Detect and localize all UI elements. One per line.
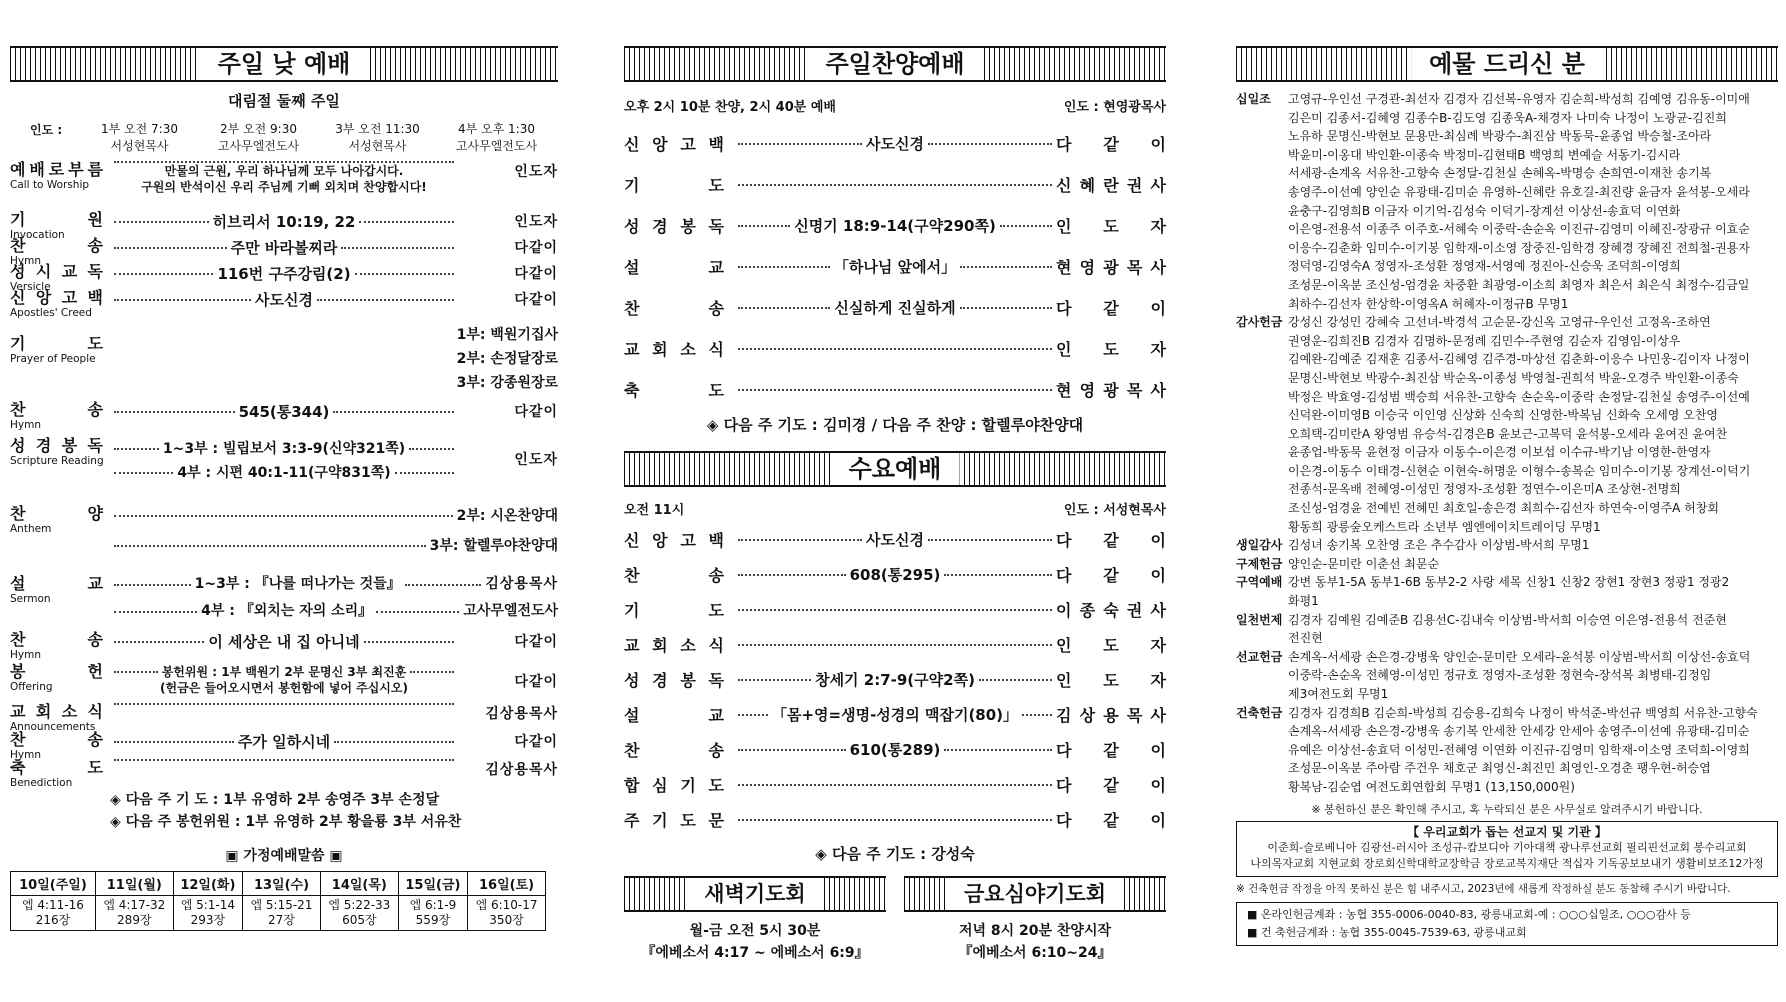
praise-leader: 인도 : 현영광목사 xyxy=(1063,100,1166,115)
offering-names: 노유하 문명신-박현보 문용만-최심례 박광수-최진삼 박동묵-윤종업 박승철-조아라 xyxy=(1288,129,1712,144)
praise-order-list xyxy=(624,123,1166,410)
account-info xyxy=(1236,902,1778,946)
order-leader: 다 같 이 xyxy=(1056,299,1166,318)
order-row xyxy=(624,592,1166,627)
service-times: 인도 : 1부 오전 7:30 서성현목사 2부 오전 9:30 고사무엘전도사 3부 오전 11:30 서성현목사 4부 오후 1:30 고사무엘전도사 xyxy=(10,121,558,155)
order-label: 합 심 기 도 xyxy=(624,776,724,795)
order-label: 기 도 xyxy=(624,176,724,195)
order-leader: 이 종 숙 권 사 xyxy=(1056,601,1166,620)
order-sermon: 설 교 Sermon 1~3부 : 『나를 떠나가는 것들』 김상용목사 4부 : 『외치는 자의 소리』 고사무엘전도사 xyxy=(10,574,559,619)
offering-names: 이중락-손순옥 전혜영-이성민 정규호 정영자-조성환 정현숙-장석복 최병태-김정임 xyxy=(1288,668,1712,683)
offerings-column xyxy=(1236,46,1778,946)
offering-names: 고영규-우인선 구경관-최선자 김경자 김선복-유영자 김순희-박성희 김예영 김유동-이미애 xyxy=(1288,92,1750,106)
offerings-notice: ※ 봉헌하신 분은 확인해 주시고, 혹 누락되신 분은 사무실로 알려주시기 바랍니다. xyxy=(1311,802,1703,816)
offering-names: 제3여전도회 무명1 xyxy=(1288,687,1389,701)
offering-names: 손계옥-서세광 손은경-강병욱 양인순-문미란 오세라-윤석봉 이상범-박서희 이상선-송효덕 xyxy=(1288,649,1751,664)
order-row xyxy=(624,732,1166,767)
wednesday-worship-title: 수요예배 xyxy=(624,451,1166,487)
order-row xyxy=(624,522,1166,557)
offering-category: 일천번제 xyxy=(1236,612,1283,627)
service-2: 2부 오전 9:30 고사무엘전도사 xyxy=(217,122,300,153)
next-week-offering: ◈ 다음 주 봉헌위원 : 1부 유영하 2부 황을룡 3부 서유찬 xyxy=(110,814,462,830)
order-item: 신실하게 진실하게 xyxy=(834,299,956,317)
order-creed: 신 앙 고 백 Apostles' Creed 사도신경 다같이 xyxy=(10,288,558,319)
offering-names: 이은경-이동수 이태경-신현순 이현숙-허명운 이형수-송복순 임미수-이기봉 장계선-이덕기 xyxy=(1288,463,1751,478)
offering-names: 김경자 김경희B 김순희-박성희 김승용-김희숙 나정이 박석준-박선규 백영희 서유찬-고향숙 xyxy=(1288,705,1758,720)
order-row xyxy=(624,164,1166,205)
order-label: 찬 송 xyxy=(624,741,724,760)
next-week-prayer: ◈ 다음 주 기 도 : 1부 유영하 2부 송영주 3부 손정달 xyxy=(110,792,440,808)
family-worship-table: 10일(주일) 11일(월) 12일(화) 13일(수) 14일(목) 15일(금) 16일(토) 엡 4:11-16 216장 엡 4:17-32 289장 엡 5:1-14 293장 엡 5:15-21 27장 엡 5:22-33 605장 엡 6:1-9 559장 엡 6:10-17 350장 xyxy=(10,871,546,931)
order-label: 찬 송 xyxy=(624,299,724,318)
offering-group xyxy=(1236,90,1778,313)
order-leader: 현 영 광 목 사 xyxy=(1056,381,1166,400)
order-item: 신명기 18:9-14(구약290쪽) xyxy=(794,217,996,235)
offering-names: 강변 동부1-5A 동부1-6B 동부2-2 사랑 세목 신창1 신창2 장현1 장현3 정광1 정광2 xyxy=(1288,575,1730,590)
order-row xyxy=(624,662,1166,697)
praise-worship-title: 주일찬양예배 xyxy=(624,46,1166,82)
order-item: 창세기 2:7-9(구약2쪽) xyxy=(815,671,975,689)
offering-names: 손계옥-서세광 손은경-강병욱 송기복 안세찬 안세강 안세아 송영주-이선예 유광태-김미순 xyxy=(1288,724,1750,739)
offering-category: 선교헌금 xyxy=(1236,649,1283,664)
order-prayer: 기 도 Prayer of People 1부: 백원기집사 2부: 손정달장로 3부: 강종원장로 xyxy=(10,327,558,391)
offering-names: 양인순-문미란 이춘선 최문순 xyxy=(1288,556,1440,571)
order-item: 「하나님 앞에서」 xyxy=(833,258,957,276)
order-row xyxy=(624,287,1166,328)
order-hymn-2: 찬 송 Hymn 545(통344) 다같이 xyxy=(10,400,558,431)
sunday-worship-column xyxy=(10,46,558,931)
order-benediction: 축 도 Benediction 김상용목사 xyxy=(10,758,558,789)
order-leader: 현 영 광 목 사 xyxy=(1056,258,1166,277)
offering-names: 신덕완-이미영B 이승국 이인영 신상화 신숙희 신영한-박복님 신화숙 오세영 오찬영 xyxy=(1288,408,1718,423)
offering-names: 황동희 광릉숲오케스트라 소년부 엠엔에이치트레이딩 무명1 xyxy=(1288,519,1601,534)
offering-names: 문명신-박현보 박광수-최진삼 박순옥-이종성 박영철-권희석 박윤-오경주 박인환-이종숙 xyxy=(1288,370,1739,385)
advent-subtitle: 대림절 둘째 주일 xyxy=(228,92,340,110)
order-label: 성 경 봉 독 xyxy=(624,217,724,236)
order-hymn-3: 찬 송 Hymn 이 세상은 내 집 아니네 다같이 xyxy=(10,630,558,661)
offering-names: 서세광-손계옥 서유찬-고향숙 손정달-김천실 손혜옥-박명승 손희연-이재찬 송기복 xyxy=(1288,166,1712,181)
friday-prayer-box: 금요심야기도회 저녁 8시 20분 찬양시작 『에베소서 6:10~24』 xyxy=(904,876,1166,964)
offering-group xyxy=(1236,704,1778,797)
order-scripture: 성 경 봉 독 Scripture Reading 1~3부 : 빌립보서 3:3-9(신약321쪽) 4부 : 시편 40:1-11(구약831쪽) 인도자 xyxy=(10,436,558,481)
order-announcements: 교 회 소 식 Announcements 김상용목사 xyxy=(10,702,558,733)
order-leader: 김 상 용 목 사 xyxy=(1056,706,1166,725)
order-leader: 다 같 이 xyxy=(1056,135,1166,154)
service-3: 3부 오전 11:30 서성현목사 xyxy=(335,122,420,153)
dawn-prayer-box: 새벽기도회 월-금 오전 5시 30분 『에베소서 4:17 ~ 에베소서 6:9』 xyxy=(624,876,886,964)
offering-names: 김경자 김예원 김예준B 김용선C-김내숙 이상범-박서희 이승연 이은영-전용석 전준현 xyxy=(1288,612,1727,627)
order-leader: 인 도 자 xyxy=(1056,340,1166,359)
order-row xyxy=(624,328,1166,369)
offering-names: 전진현 xyxy=(1288,631,1323,646)
order-label: 주 기 도 문 xyxy=(624,811,724,830)
offering-names: 김은미 김종서-김혜영 김종수B-김도영 김종욱A-채경자 나미숙 나정이 노광균-김진희 xyxy=(1288,110,1727,125)
offering-names: 권영운-김희진B 김경자 김명하-문정례 김민수-주현영 김순자 김영임-이상우 xyxy=(1288,333,1681,348)
wednesday-next-week: ◈ 다음 주 기도 : 강성숙 xyxy=(815,845,975,863)
order-row xyxy=(624,802,1166,837)
offering-category: 구제헌금 xyxy=(1236,556,1283,571)
wednesday-time: 오전 11시 xyxy=(624,503,685,518)
order-offering: 봉 헌 Offering 봉헌위원 : 1부 백원기 2부 문명신 3부 최진훈 (헌금은 들어오시면서 봉헌함에 넣어 주십시오) 다같이 xyxy=(10,662,558,695)
offering-names: 전종석-문옥배 전혜영-이성민 정영자-조성환 정연수-이은미A 조상현-전명희 xyxy=(1288,482,1681,497)
offering-names: 유예은 이상선-송효덕 이성민-전혜영 이연화 이진규-김영미 임학재-이소영 조덕희-이영희 xyxy=(1288,742,1750,757)
order-item: 사도신경 xyxy=(866,531,924,549)
order-call-to-worship: 예 배 로 부 름 Call to Worship 만물의 근원, 우리 하나님께 모두 나아갑시다. 구원의 반석이신 우리 주님께 기뻐 외치며 찬양합시다! 인도자 xyxy=(10,160,558,194)
offering-group xyxy=(1236,555,1778,574)
order-row xyxy=(624,369,1166,410)
offering-names: 정덕영-김영숙A 정영자-조성환 정영재-서영예 정진아-신승욱 조덕희-이영희 xyxy=(1288,259,1681,274)
offering-category: 감사헌금 xyxy=(1236,315,1283,330)
offering-names: 최하수-김선자 한상학-이영옥A 허혜자-이정규B 무명1 xyxy=(1288,296,1569,311)
mission-box: 【 우리교회가 돕는 선교지 및 기관 】 이준희-슬로베니아 김광선-러시아 조성규-캄보디아 기아대책 광나루선교회 필리핀선교회 봉수리교회 나의목자교회 지현교회 장로회신학대학교장학금 장로교복지재단 적십자 기독공보보내기 생활비보조12가정 xyxy=(1236,821,1778,877)
offering-group xyxy=(1236,536,1778,555)
order-leader: 신 혜 란 권 사 xyxy=(1056,176,1166,195)
wednesday-order-list xyxy=(624,522,1166,837)
order-label: 축 도 xyxy=(624,381,724,400)
offering-category: 생일감사 xyxy=(1236,538,1283,553)
offering-names: 김예완-김예준 김재훈 김종서-김혜영 김주경-마상선 김춘화-이응수 나민웅-김이자 나정이 xyxy=(1288,352,1750,367)
praise-time: 오후 2시 10분 찬양, 2시 40분 예배 xyxy=(624,100,836,115)
family-worship-title: ▣ 가정예배말씀 ▣ xyxy=(225,848,343,864)
building-account: ■ 건 축헌금계좌 : 농협 355-0045-7539-63, 광릉내교회 xyxy=(1247,925,1527,939)
order-anthem: 찬 양 Anthem 2부: 시온찬양대 3부: 할렐루야찬양대 xyxy=(10,504,558,554)
order-versicle: 성 시 교 독 Versicle 116번 구주강림(2) 다같이 xyxy=(10,262,558,293)
order-label: 신 앙 고 백 xyxy=(624,531,724,550)
offering-names: 이응수-김춘화 임미수-이기봉 임학재-이소영 장중진-임학경 장혜경 장혜진 전희철-권용자 xyxy=(1288,240,1750,255)
order-row xyxy=(624,205,1166,246)
building-fund-note: ※ 건축헌금 작정을 아직 못하신 분은 힘 내주시고, 2023년에 새롭게 작정하실 분도 동참해 주시기 바랍니다. xyxy=(1236,882,1731,895)
order-label: 찬 송 xyxy=(624,566,724,585)
order-item: 610(통289) xyxy=(849,741,941,759)
order-row xyxy=(624,123,1166,164)
offering-names: 송영주-이선예 양인순 유광태-김미순 유영하-신혜란 유호길-최진량 윤금자 윤석봉-오세라 xyxy=(1288,184,1750,199)
order-row xyxy=(624,557,1166,592)
offering-names: 강성신 강성민 강혜숙 고선녀-박경석 고순문-강신옥 고영규-우인선 고정옥-조하연 xyxy=(1288,315,1711,330)
offering-category: 건축헌금 xyxy=(1236,705,1283,720)
offering-names: 조신성-엄경윤 전예빈 전혜민 최호일-송은경 최희수-김선자 하연숙-이영주A 허창회 xyxy=(1288,501,1719,516)
order-row xyxy=(624,246,1166,287)
offering-names: 윤충구-김영희B 이금자 이기억-김성숙 이덕기-장계선 이상선-송효덕 이연화 xyxy=(1288,203,1681,218)
praise-next-week: ◈ 다음 주 기도 : 김미경 / 다음 주 찬양 : 할렐루야찬양대 xyxy=(706,416,1084,434)
order-hymn-1: 찬 송 Hymn 주만 바라볼찌라 다같이 xyxy=(10,236,558,267)
order-row xyxy=(624,627,1166,662)
offering-group xyxy=(1236,648,1778,704)
offering-group xyxy=(1236,573,1778,610)
order-label: 성 경 봉 독 xyxy=(624,671,724,690)
offering-category: 십일조 xyxy=(1236,92,1271,106)
order-label: 설 교 xyxy=(624,706,724,725)
order-leader: 다 같 이 xyxy=(1056,531,1166,550)
order-row xyxy=(624,767,1166,802)
offering-names: 박윤미-이옹대 박인환-이종숙 박정미-김현태B 백영희 변예슬 서동기-김시라 xyxy=(1288,147,1681,162)
wednesday-leader: 인도 : 서성현목사 xyxy=(1063,503,1166,518)
offerings-title: 예물 드리신 분 xyxy=(1236,46,1778,82)
service-4: 4부 오후 1:30 고사무엘전도사 xyxy=(455,122,538,153)
offering-group xyxy=(1236,313,1778,536)
order-label: 교 회 소 식 xyxy=(624,340,724,359)
offering-names: 윤종업-박동묵 윤현정 이금자 이동수-이은경 이보섭 이수규-박기남 이영한-한영자 xyxy=(1288,445,1711,460)
order-item: 사도신경 xyxy=(866,135,924,153)
order-leader: 인 도 자 xyxy=(1056,636,1166,655)
order-label: 기 도 xyxy=(624,601,724,620)
service-1: 1부 오전 7:30 서성현목사 xyxy=(101,122,178,153)
offerings-list xyxy=(1236,90,1778,797)
offering-names: 황복남-김순엽 여전도회연합회 무명1 (13,150,000원) xyxy=(1288,779,1575,794)
order-invocation: 기 원 Invocation 히브리서 10:19, 22 인도자 xyxy=(10,210,558,241)
offering-names: 조성문-이옥분 주아람 주건우 채호군 최영신-최진민 최영인-오경춘 팽우현-허승엽 xyxy=(1288,761,1711,776)
order-label: 설 교 xyxy=(624,258,724,277)
order-leader: 다 같 이 xyxy=(1056,566,1166,585)
order-leader: 다 같 이 xyxy=(1056,776,1166,795)
order-item: 「몸+영=생명-성경의 맥잡기(80)」 xyxy=(771,706,1019,724)
order-label: 교 회 소 식 xyxy=(624,636,724,655)
offering-group xyxy=(1236,611,1778,648)
online-account: ■ 온라인헌금계좌 : 농협 355-0006-0040-83, 광릉내교회-예 : ○○○십일조, ○○○감사 등 xyxy=(1247,907,1691,921)
order-leader: 인 도 자 xyxy=(1056,671,1166,690)
order-hymn-4: 찬 송 Hymn 주가 일하시네 다같이 xyxy=(10,730,558,761)
order-leader: 인 도 자 xyxy=(1056,217,1166,236)
order-item: 608(통295) xyxy=(849,566,941,584)
offering-category: 구역예배 xyxy=(1236,575,1283,590)
sunday-worship-title: 주일 낮 예배 xyxy=(10,46,558,82)
offering-names: 조성문-이옥분 조신성-엄경윤 차중환 최광영-이소희 최영자 최은서 최은식 최정수-김금일 xyxy=(1288,277,1750,292)
order-leader: 다 같 이 xyxy=(1056,811,1166,830)
order-label: 신 앙 고 백 xyxy=(624,135,724,154)
praise-worship-column xyxy=(624,46,1166,964)
offering-names: 오희택-김미란A 왕영범 유승석-김경은B 윤보근-고복덕 윤석봉-오세라 윤여진 윤여찬 xyxy=(1288,426,1728,441)
order-leader: 다 같 이 xyxy=(1056,741,1166,760)
offering-names: 박정은 박효영-김성범 백승희 서유찬-고향숙 손순옥-이중락 손정달-김천실 송영주-이선예 xyxy=(1288,389,1750,404)
order-row xyxy=(624,697,1166,732)
offering-names: 김성녀 송기복 오찬영 조은 추수감사 이상범-박서희 무명1 xyxy=(1288,538,1590,553)
offering-names: 화평1 xyxy=(1288,594,1319,609)
offering-names: 이은영-전용석 이종주 이주호-서혜숙 이중락-손순옥 이진규-김영미 이혜진-장광규 이효순 xyxy=(1288,222,1750,237)
